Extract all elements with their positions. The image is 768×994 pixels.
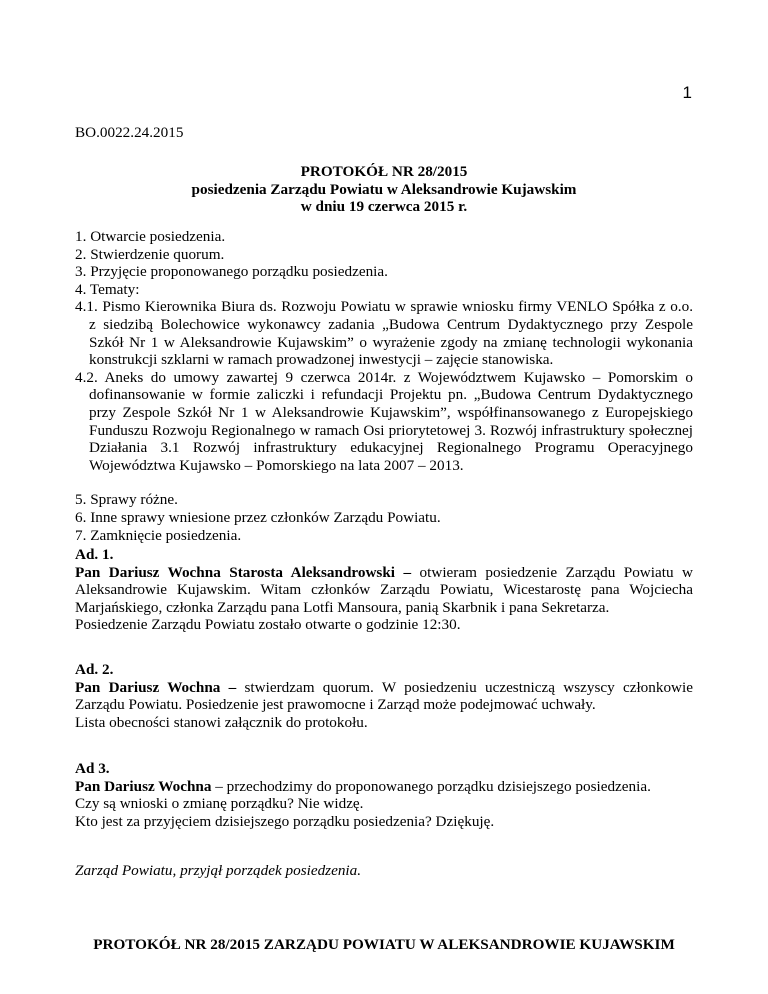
section-ad-2	[75, 661, 693, 731]
page-footer: PROTOKÓŁ NR 28/2015 ZARZĄDU POWIATU W ALEKSANDROWIE KUJAWSKIM	[93, 936, 675, 953]
section-paragraph	[75, 679, 693, 714]
title-line-3: w dniu 19 czerwca 2015 r.	[300, 198, 468, 216]
section-ad-1	[75, 546, 693, 634]
section-paragraph	[75, 564, 693, 617]
agenda	[75, 228, 693, 544]
section-heading: Ad. 2.	[75, 661, 114, 678]
speaker-name: Pan Dariusz Wochna	[75, 777, 212, 795]
section-heading: Ad 3.	[75, 760, 110, 777]
agenda-item: 2. Stwierdzenie quorum.	[75, 245, 225, 263]
agenda-item: 5. Sprawy różne.	[75, 491, 178, 509]
section-heading: Ad. 1.	[75, 546, 114, 563]
section-line: Czy są wnioski o zmianę porządku? Nie widzę.	[75, 795, 364, 813]
speech-text: stwierdzam quorum. W posiedzeniu uczestniczą wszyscy członkowie Zarządu Powiatu. Posiedzenie jest prawomocne i Zarząd może podejmować uchwały.	[75, 678, 693, 714]
page-number: 1	[682, 83, 692, 102]
speech-text: otwieram posiedzenie Zarządu Powiatu w Aleksandrowie Kujawskim. Witam członków Zarządu Powiatu, Wicestarostę pana Wojciecha Marjańskiego, członka Zarządu pana Lotfi Mansoura, panią Skarbnik i pana Sekretarza.	[75, 563, 693, 616]
speech-text: – przechodzimy do proponowanego porządku dzisiejszego posiedzenia.	[211, 777, 651, 795]
agenda-item: 1. Otwarcie posiedzenia.	[75, 228, 226, 245]
document-reference: BO.0022.24.2015	[75, 124, 184, 141]
title-line-1: PROTOKÓŁ NR 28/2015	[300, 163, 468, 180]
agenda-item: 3. Przyjęcie proponowanego porządku posiedzenia.	[75, 263, 388, 281]
conclusion-note: Zarząd Powiatu, przyjął porządek posiedzenia.	[75, 862, 362, 879]
section-line: Kto jest za przyjęciem dzisiejszego porządku posiedzenia? Dziękuję.	[75, 812, 495, 830]
section-paragraph	[75, 778, 693, 796]
speaker-name: Pan Dariusz Wochna –	[75, 678, 237, 696]
agenda-item: 6. Inne sprawy wniesione przez członków Zarządu Powiatu.	[75, 508, 441, 526]
section-line: Lista obecności stanowi załącznik do protokołu.	[75, 713, 368, 731]
agenda-item: 4. Tematy:	[75, 280, 140, 298]
section-line: Posiedzenie Zarządu Powiatu zostało otwarte o godzinie 12:30.	[75, 616, 461, 634]
agenda-subitem-4-2: 4.2. Aneks do umowy zawartej 9 czerwca 2014r. z Województwem Kujawsko – Pomorskim o dofinansowanie w formie zaliczki i refundacji Projektu pn. „Budowa Centrum Dydaktycznego przy Zespole Szkół Nr 1 w Aleksandrowie Kujawskim”, współfinansowanego z Europejskiego Funduszu Rozwoju Regionalnego w ramach Osi priorytetowej 3. Rozwój infrastruktury społecznej Działania 3.1 Rozwój infrastruktury edukacyjnej Regionalnego Programu Operacyjnego Województwa Kujawsko – Pomorskiego na lata 2007 – 2013.	[75, 368, 693, 474]
title-line-2: posiedzenia Zarządu Powiatu w Aleksandrowie Kujawskim	[191, 180, 577, 198]
protocol-title	[75, 163, 693, 216]
speaker-name: Pan Dariusz Wochna Starosta Aleksandrowski –	[75, 563, 412, 581]
agenda-item: 7. Zamknięcie posiedzenia.	[75, 526, 242, 544]
section-ad-3	[75, 760, 693, 830]
agenda-subitem-4-1: 4.1. Pismo Kierownika Biura ds. Rozwoju Powiatu w sprawie wniosku firmy VENLO Spółka z o.o. z siedzibą Bolechowice wykonawcy zadania „Budowa Centrum Dydaktycznego przy Zespole Szkół Nr 1 w Aleksandrowie Kujawskim” o wyrażenie zgody na zmianę technologii wykonania konstrukcji szklarni w ramach prowadzonej inwestycji – zajęcie stanowiska.	[75, 298, 693, 369]
